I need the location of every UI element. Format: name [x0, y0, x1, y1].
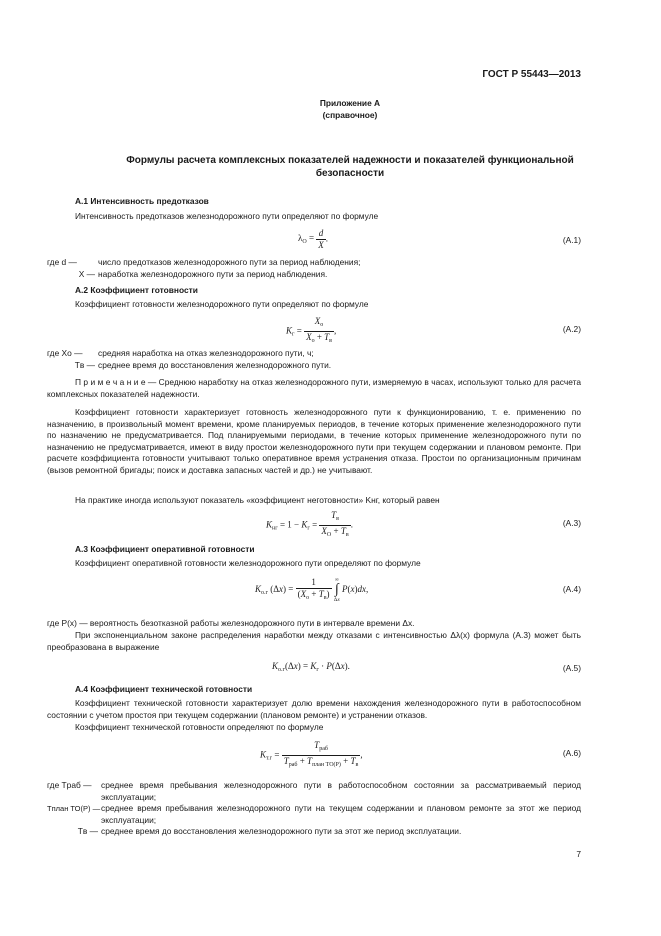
def-text: число предотказов железнодорожного пути за период наблюдения; [98, 257, 361, 267]
formula-a6: $K_{т.г}$ = $\frac{T_{раб}}{T_{раб} + T_{план ТО(Р)} + T_в}$ , [260, 740, 363, 768]
definition-a4: где P(x) — вероятность безотказной работы железнодорожного пути в интервале времени Δx. [47, 618, 415, 628]
equation-number-a1: (А.1) [562, 235, 581, 245]
main-title-line1: Формулы расчета комплексных показателей надежности и показателей функциональной [126, 155, 574, 166]
formula-a2: $K_г$ = $\frac{X_о}{X_о + T_в}$ , [286, 316, 337, 344]
section-heading-a3: А.3 Коэффициент оперативной готовности [75, 544, 255, 554]
section-intro-a4: Коэффициент технической готовности определяют по формуле [75, 722, 324, 732]
def-text: среднее время до восстановления железнодорожного пути. [98, 359, 332, 370]
equation-number-a6: (А.6) [562, 748, 581, 758]
formula-a1: $\lambda_О$ = $\frac{d}{X}$ . [298, 228, 329, 250]
section-intro-a1: Интенсивность предотказов железнодорожного пути определяют по формуле [75, 211, 379, 221]
note-a2: П р и м е ч а н и е — Среднюю наработку на отказ железнодорожного пути, измеряемую в часах, используют только для расчета комплексных показателей надежности. [47, 377, 581, 399]
equation-number-a3: (А.3) [562, 518, 581, 528]
definitions-a1 [47, 257, 360, 280]
annex-subtitle: (справочное) [322, 110, 378, 120]
def-text: средняя наработка на отказ железнодорожного пути, ч; [98, 348, 314, 358]
def-label: Tв — [74, 359, 95, 370]
equation-number-a4: (А.4) [562, 584, 581, 594]
section-heading-a1: А.1 Интенсивность предотказов [75, 196, 209, 206]
formula-a3: $K_{нг} = 1 - K_г$ = $\frac{T_в}{X_О + T_в}$ . [266, 510, 353, 538]
equation-number-a5: (А.5) [562, 663, 581, 673]
paragraph-a2-2: На практике иногда используют показатель «коэффициент неготовности» Kнг, который равен [75, 495, 440, 505]
equation-number-a2: (А.2) [562, 324, 581, 334]
def-label: X — [78, 268, 95, 279]
def-label: Tв — [77, 826, 98, 836]
annex-title: Приложение А [319, 98, 381, 108]
definitions-a2 [47, 348, 331, 371]
def-label: где d — [47, 257, 77, 267]
document-code: ГОСТ Р 55443—2013 [482, 69, 581, 80]
paragraph-a4-1: Коэффициент технической готовности характеризует долю времени нахождения железнодорожного пути в работоспособном состоянии с учетом простоя при текущем содержании (плановом ремонте) и устранении отказов. [47, 698, 581, 720]
def-label: где Tраб — [47, 780, 92, 790]
def-label: Tплан ТО(Р) — [47, 804, 101, 813]
paragraph-a2-1: Коэффициент готовности характеризует готовность железнодорожного пути к функционированию, т. е. применению по назначению, в произвольный момент времени, кроме планируемых периодов, в течение которых применение железнодорожного пути по назначению не предусматривается. Под планируемыми периодами, в течение которых применение железнодорожного пути по назначению не предусматривается, имеют в виду простои железнодорожного пути при текущем содержании и плановом ремонте. При расчете коэффициента готовности учитывают только оперативное время устранения отказа. Простои по организационным причинам (вызов ремонтной бригады; поиск и доставка запасных частей и др.) не учитывают. [47, 407, 581, 475]
section-heading-a2: А.2 Коэффициент готовности [75, 285, 198, 295]
def-label: где Xо — [47, 348, 83, 358]
formula-a4: $K_{о.г}$ (Δx) = $\frac{1}{(X_о + T_в)}$ ∞ ∫ Δx P(x)dx, [255, 576, 369, 603]
definitions-a4 [47, 780, 581, 838]
paragraph-a3: При экспоненциальном законе распределения наработки между отказами с интенсивностью Δλ(x) формула (А.3) может быть преобразована в выражение [47, 630, 581, 652]
section-intro-a3: Коэффициент оперативной готовности железнодорожного пути определяют по формуле [75, 558, 421, 568]
page-number: 7 [576, 849, 581, 859]
main-title-line2: безопасности [315, 168, 385, 179]
def-text: наработка железнодорожного пути за период наблюдения. [98, 268, 328, 279]
def-text: среднее время до восстановления железнодорожного пути за этот же период эксплуатации. [101, 826, 462, 836]
def-text: среднее время пребывания железнодорожного пути на текущем содержании и плановом ремонте за этот же период эксплуатации; [101, 803, 581, 825]
section-intro-a2: Коэффициент готовности железнодорожного пути определяют по формуле [75, 299, 369, 309]
section-heading-a4: А.4 Коэффициент технической готовности [75, 684, 253, 694]
formula-a5: $K_{о.г}(\Delta x) = K_г \cdot P(\Delta x)$. [272, 661, 350, 673]
def-text: среднее время пребывания железнодорожного пути в работоспособном состоянии за рассматриваемый период эксплуатации; [101, 780, 581, 802]
